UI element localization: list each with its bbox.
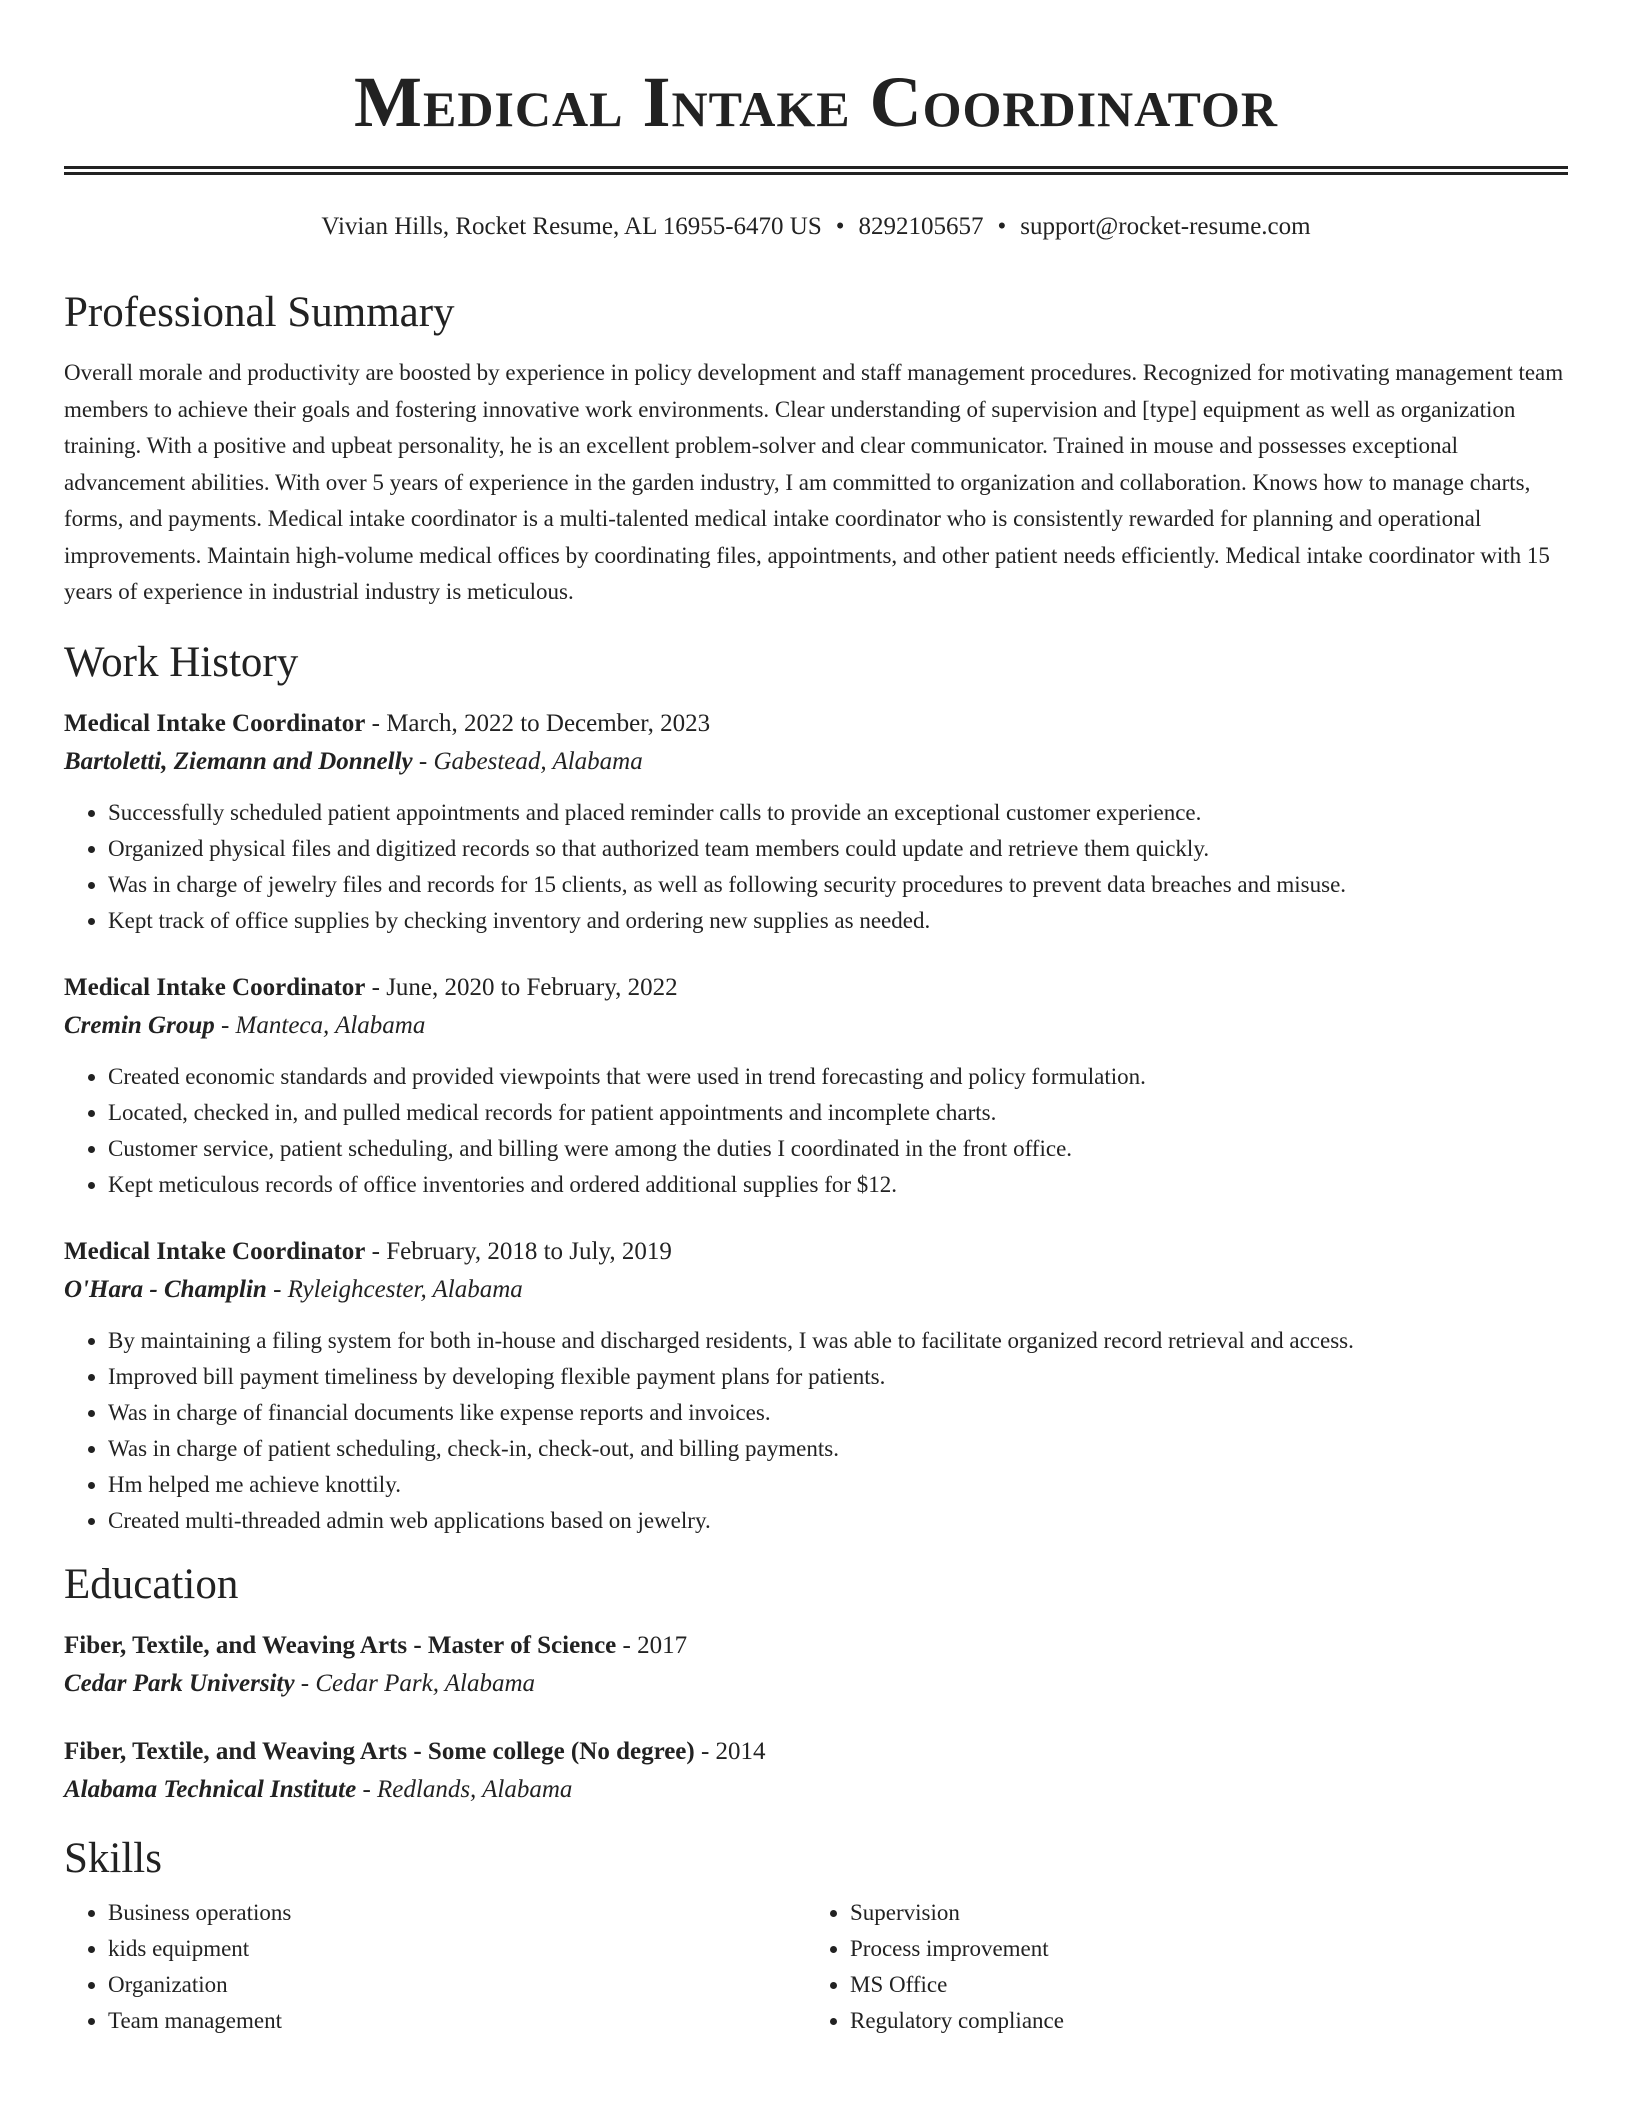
job-dates: - March, 2022 to December, 2023 <box>365 709 711 737</box>
job-entry <box>64 969 1568 1203</box>
contact-separator: • <box>835 213 845 240</box>
education-degree-line <box>64 1627 1568 1665</box>
education-entry <box>64 1733 1568 1809</box>
education-year: - 2014 <box>694 1737 766 1765</box>
candidate-name: Medical Intake Coordinator <box>354 62 1278 142</box>
list-item: • Was in charge of jewelry files and records for 15 clients, as well as following security procedures to prevent data breaches and misuse. <box>108 867 1568 903</box>
list-item: • By maintaining a filing system for both in-house and discharged residents, I was able to facilitate organized record retrieval and access. <box>108 1323 1568 1359</box>
skill-item: • MS Office <box>850 1967 1548 2003</box>
list-item: • Created economic standards and provided viewpoints that were used in trend forecasting and policy formulation. <box>108 1059 1568 1095</box>
education-school-line <box>64 1665 1568 1703</box>
contact-line <box>64 211 1568 243</box>
skill-item: • Regulatory compliance <box>850 2003 1548 2039</box>
skills-columns <box>64 1895 1568 2039</box>
list-item: • Kept meticulous records of office inventories and ordered additional supplies for $12. <box>108 1167 1568 1203</box>
job-company: Bartoletti, Ziemann and Donnelly <box>64 747 413 775</box>
summary-text: Overall morale and productivity are boosted by experience in policy development and staff management procedures. Recognized for motivating management team members to achieve their goals and fostering innovative work environments. Clear understanding of supervision and [type] equipment as well as organization training. With a positive and upbeat personality, he is an excellent problem-solver and clear communicator. Trained in mouse and possesses exceptional advancement abilities. With over 5 years of experience in the garden industry, I am committed to organization and collaboration. Knows how to manage charts, forms, and payments. Medical intake coordinator is a multi-talented medical intake coordinator who is consistently rewarded for planning and operational improvements. Maintain high-volume medical offices by coordinating files, appointments, and other patient needs efficiently. Medical intake coordinator with 15 years of experience in industrial industry is meticulous. <box>64 360 1564 604</box>
skill-item: • Business operations <box>108 1895 806 1931</box>
skill-item: • kids equipment <box>108 1931 806 1967</box>
job-location: - Ryleighcester, Alabama <box>266 1275 523 1303</box>
job-location: - Manteca, Alabama <box>214 1011 426 1039</box>
job-entry <box>64 1233 1568 1539</box>
contact-separator: • <box>997 213 1007 240</box>
contact-address: Vivian Hills, Rocket Resume, AL 16955-6470 US <box>321 213 822 240</box>
education-degree-line <box>64 1733 1568 1771</box>
list-item: • Was in charge of patient scheduling, check-in, check-out, and billing payments. <box>108 1431 1568 1467</box>
list-item: • Customer service, patient scheduling, and billing were among the duties I coordinated in the front office. <box>108 1131 1568 1167</box>
job-company-line <box>64 743 1568 781</box>
list-item: • Organized physical files and digitized records so that authorized team members could update and retrieve them quickly. <box>108 831 1568 867</box>
skill-item: • Team management <box>108 2003 806 2039</box>
job-title: Medical Intake Coordinator <box>64 973 366 1001</box>
education-entry <box>64 1627 1568 1703</box>
job-bullets <box>64 795 1568 939</box>
contact-phone: 8292105657 <box>858 213 984 240</box>
job-bullets <box>64 1059 1568 1203</box>
education-degree: Fiber, Textile, and Weaving Arts - Some college (No degree) <box>64 1737 695 1765</box>
education-location: - Redlands, Alabama <box>356 1775 573 1803</box>
list-item: • Created multi-threaded admin web applications based on jewelry. <box>108 1503 1568 1539</box>
education-school: Cedar Park University <box>64 1669 295 1697</box>
list-item: • Successfully scheduled patient appointments and placed reminder calls to provide an exceptional customer experience. <box>108 795 1568 831</box>
job-company: O'Hara - Champlin <box>64 1275 267 1303</box>
job-title-line <box>64 969 1568 1007</box>
job-company: Cremin Group <box>64 1011 215 1039</box>
job-dates: - February, 2018 to July, 2019 <box>365 1237 672 1265</box>
education-school-line <box>64 1771 1568 1809</box>
skills-heading: Skills <box>64 1834 162 1882</box>
list-item: • Located, checked in, and pulled medical records for patient appointments and incomplete charts. <box>108 1095 1568 1131</box>
skills-list-right <box>806 1895 1548 2039</box>
job-bullets <box>64 1323 1568 1539</box>
summary-heading: Professional Summary <box>64 289 455 336</box>
job-location: - Gabestead, Alabama <box>412 747 643 775</box>
education-year: - 2017 <box>616 1631 688 1659</box>
list-item: • Kept track of office supplies by checking inventory and ordering new supplies as needed. <box>108 903 1568 939</box>
job-company-line <box>64 1007 1568 1045</box>
list-item: • Hm helped me achieve knottily. <box>108 1467 1568 1503</box>
job-entry <box>64 705 1568 939</box>
education-school: Alabama Technical Institute <box>64 1775 357 1803</box>
job-title: Medical Intake Coordinator <box>64 1237 366 1265</box>
job-title-line <box>64 705 1568 743</box>
list-item: • Improved bill payment timeliness by developing flexible payment plans for patients. <box>108 1359 1568 1395</box>
contact-email: support@rocket-resume.com <box>1020 213 1311 240</box>
job-dates: - June, 2020 to February, 2022 <box>365 973 678 1001</box>
work-history-heading: Work History <box>64 638 299 686</box>
job-company-line <box>64 1271 1568 1309</box>
education-location: - Cedar Park, Alabama <box>294 1669 536 1697</box>
job-title-line <box>64 1233 1568 1271</box>
education-heading: Education <box>64 1560 239 1608</box>
education-degree: Fiber, Textile, and Weaving Arts - Master of Science <box>64 1631 617 1659</box>
skill-item: • Supervision <box>850 1895 1548 1931</box>
skill-item: • Organization <box>108 1967 806 2003</box>
list-item: • Was in charge of financial documents like expense reports and invoices. <box>108 1395 1568 1431</box>
header-divider <box>64 166 1568 175</box>
skills-list-left <box>64 1895 806 2039</box>
skill-item: • Process improvement <box>850 1931 1548 1967</box>
job-title: Medical Intake Coordinator <box>64 709 366 737</box>
